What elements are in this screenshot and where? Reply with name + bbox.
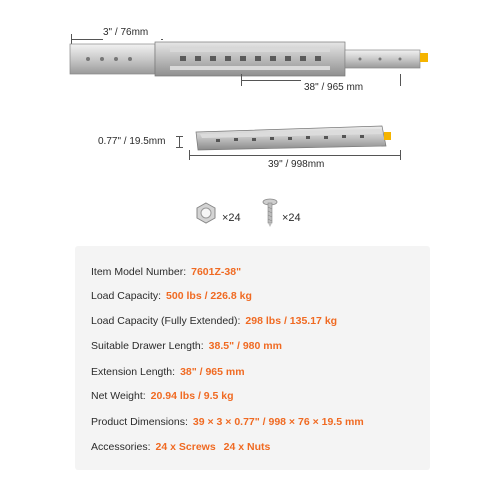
- spec-value: 298 lbs / 135.17 kg: [245, 315, 338, 327]
- closed-length-label: 3" / 76mm: [103, 27, 149, 38]
- spec-value: 38" / 965 mm: [180, 366, 245, 378]
- side-slide-diagram: [0, 110, 500, 180]
- nut-icon: [195, 202, 217, 224]
- length-label: 39" / 998mm: [268, 159, 325, 170]
- spec-value: 500 lbs / 226.8 kg: [166, 290, 252, 302]
- spec-row-drawer-length: [91, 340, 282, 352]
- spec-row-accessories: [91, 441, 270, 453]
- spec-label: Load Capacity (Fully Extended):: [91, 315, 241, 327]
- spec-label: Accessories:: [91, 441, 151, 453]
- spec-label: Suitable Drawer Length:: [91, 340, 204, 352]
- spec-row-net-weight: [91, 390, 234, 402]
- spec-value: 39 × 3 × 0.77" / 998 × 76 × 19.5 mm: [192, 416, 364, 428]
- extension-length-label: 38" / 965 mm: [304, 82, 364, 93]
- extended-slide-image: [60, 40, 450, 80]
- ext-line-left: [241, 80, 301, 81]
- top-slide-diagram: [0, 0, 500, 100]
- screw-count: ×24: [282, 212, 301, 224]
- spec-row-load: [91, 290, 252, 302]
- spec-row-dimensions: [91, 416, 364, 428]
- length-line: [189, 155, 401, 156]
- screw-icon: [262, 198, 278, 228]
- thickness-label: 0.77" / 19.5mm: [98, 136, 166, 147]
- spec-label: Extension Length:: [91, 366, 176, 378]
- thickness-bracket-bottom: [176, 147, 183, 148]
- spec-label: Load Capacity:: [91, 290, 162, 302]
- spec-value: 24 x Nuts: [223, 441, 271, 453]
- spec-value: 7601Z-38": [191, 266, 242, 278]
- ext-tick-right: [400, 74, 401, 86]
- specifications-panel: [75, 246, 430, 470]
- thickness-bracket-top: [176, 136, 183, 137]
- spec-row-extension-length: [91, 366, 245, 378]
- accessories-icons: [190, 198, 320, 234]
- spec-row-load-extended: [91, 315, 337, 327]
- spec-label: Item Model Number:: [91, 266, 187, 278]
- spec-label: Net Weight:: [91, 390, 146, 402]
- spec-row-model: [91, 266, 241, 278]
- spec-value: 38.5" / 980 mm: [208, 340, 282, 352]
- closed-slide-image: [186, 118, 406, 158]
- spec-value: 24 x Screws: [155, 441, 216, 453]
- nut-count: ×24: [222, 212, 241, 224]
- spec-value: 20.94 lbs / 9.5 kg: [150, 390, 234, 402]
- length-tick-right: [400, 150, 401, 160]
- spec-label: Product Dimensions:: [91, 416, 188, 428]
